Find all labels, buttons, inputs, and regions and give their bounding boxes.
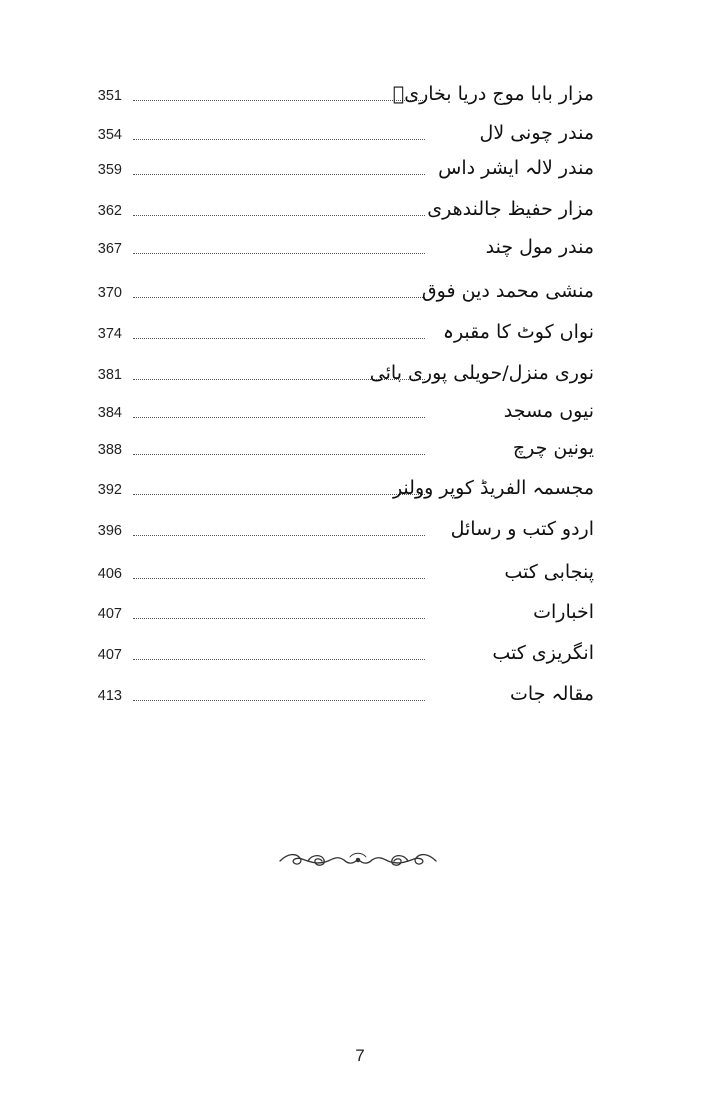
toc-title: نوری منزل/حویلی پوری بائی: [369, 362, 594, 384]
toc-page-number: 384: [97, 405, 122, 421]
toc-entry: [0, 640, 720, 670]
toc-entry: [0, 120, 720, 150]
dot-leader: [133, 253, 425, 254]
dot-leader: [133, 297, 425, 298]
dot-leader: [133, 700, 425, 701]
dot-leader: [133, 215, 425, 216]
toc-entry: [0, 435, 720, 465]
toc-entry: [0, 559, 720, 589]
toc-title: نیوں مسجد: [503, 400, 594, 422]
dot-leader: [133, 139, 425, 140]
dot-leader: [133, 535, 425, 536]
toc-title: مقالہ جات: [510, 683, 594, 705]
dot-leader: [133, 100, 425, 101]
dot-leader: [133, 578, 425, 579]
toc-title: نواں کوٹ کا مقبرہ: [442, 321, 594, 343]
toc-entry: [0, 360, 720, 390]
dot-leader: [133, 618, 425, 619]
toc-page-number: 374: [97, 326, 122, 342]
toc-page-number: 407: [97, 647, 122, 663]
dot-leader: [133, 338, 425, 339]
toc-page-number: 413: [97, 688, 122, 704]
toc-page-number: 396: [97, 523, 122, 539]
toc-page-number: 370: [97, 285, 122, 301]
toc-entry: [0, 599, 720, 629]
toc-page-number: 359: [97, 162, 122, 178]
toc-title: انگریزی کتب: [492, 642, 594, 664]
toc-entry: [0, 516, 720, 546]
scroll-flourish-icon: [278, 848, 438, 874]
toc-entry: [0, 234, 720, 264]
toc-page-number: 367: [97, 241, 122, 257]
toc-page-number: 351: [97, 88, 122, 104]
toc-title: مندر لالہ ایشر داس: [438, 157, 594, 179]
dot-leader: [133, 659, 425, 660]
toc-title: منشی محمد دین فوق: [421, 280, 594, 302]
toc-page-number: 392: [97, 482, 122, 498]
dot-leader: [133, 454, 425, 455]
toc-title: مندر مول چند: [485, 236, 594, 258]
toc-page-number: 407: [97, 606, 122, 622]
toc-title: مجسمہ الفریڈ کوپر وولنر: [392, 477, 594, 499]
toc-entry: [0, 196, 720, 226]
toc-entry: [0, 278, 720, 308]
toc-page-number: 381: [97, 367, 122, 383]
toc-page-number: 354: [97, 127, 122, 143]
dot-leader: [133, 494, 425, 495]
toc-entry: [0, 155, 720, 185]
dot-leader: [133, 417, 425, 418]
toc-entry: [0, 319, 720, 349]
dot-leader: [133, 174, 425, 175]
toc-entry: [0, 681, 720, 711]
toc-title: اردو کتب و رسائل: [450, 518, 594, 540]
toc-title: مزار بابا موج دریا بخاریؒ: [392, 83, 594, 105]
toc-title: اخبارات: [533, 601, 594, 623]
toc-page-number: 406: [97, 566, 122, 582]
toc-title: مندر چونی لال: [479, 122, 594, 144]
toc-page-number: 388: [97, 442, 122, 458]
toc-entry: [0, 81, 720, 111]
toc-entry: [0, 475, 720, 505]
toc-entry: [0, 398, 720, 428]
toc-page-number: 362: [97, 203, 122, 219]
toc-title: مزار حفیظ جالندھری: [427, 198, 594, 220]
toc-title: یونین چرچ: [512, 437, 594, 459]
toc-title: پنجابی کتب: [504, 561, 594, 583]
page-number: 7: [355, 1046, 365, 1065]
